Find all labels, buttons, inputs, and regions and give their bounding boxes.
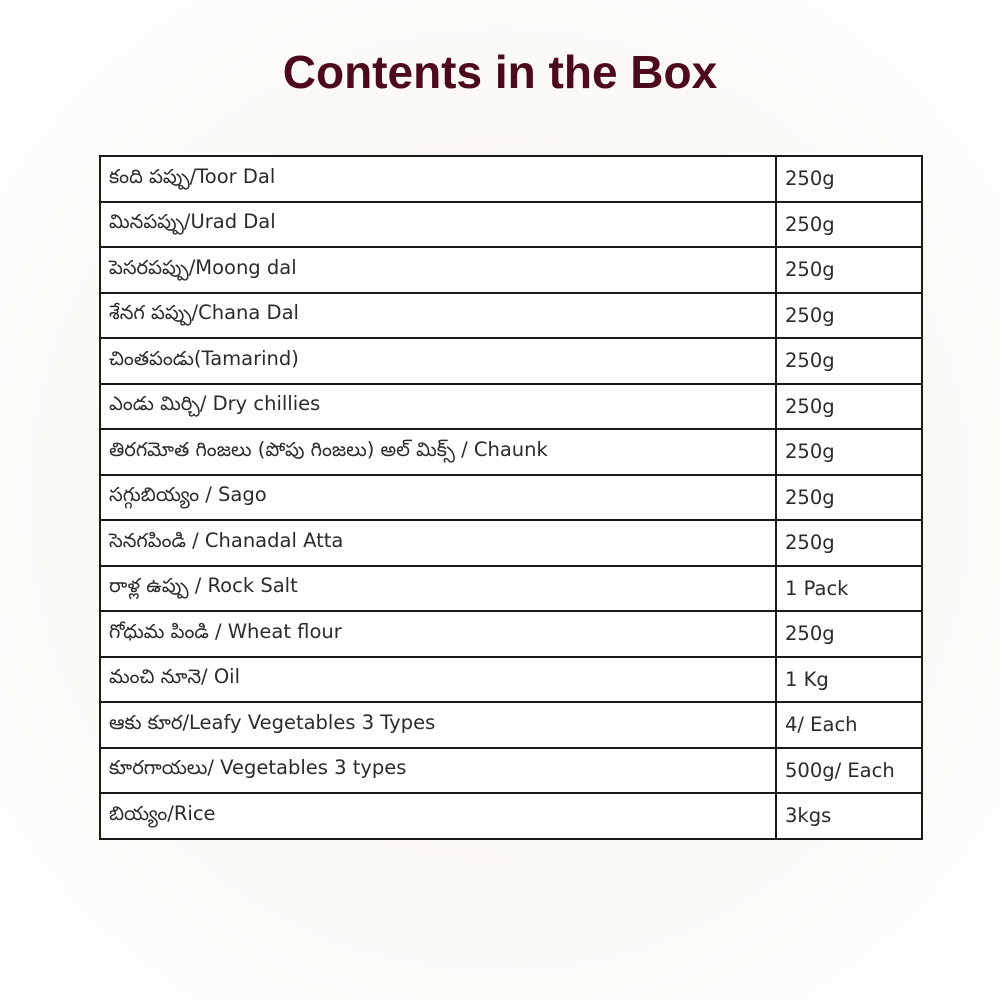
quantity-cell: 250g	[776, 156, 922, 202]
item-name-cell: సెనగపిండి / Chanadal Atta	[100, 520, 776, 566]
table-row	[100, 520, 922, 566]
table-row	[100, 702, 922, 748]
quantity-cell: 250g	[776, 475, 922, 521]
table-row	[100, 293, 922, 339]
table-row	[100, 384, 922, 430]
table-row	[100, 657, 922, 703]
item-name-cell: మంచి నూనె/ Oil	[100, 657, 776, 703]
quantity-cell: 250g	[776, 202, 922, 248]
table-row	[100, 156, 922, 202]
quantity-cell: 250g	[776, 611, 922, 657]
table-row	[100, 611, 922, 657]
contents-table	[99, 155, 923, 840]
quantity-cell: 250g	[776, 338, 922, 384]
quantity-cell: 250g	[776, 247, 922, 293]
table-row	[100, 475, 922, 521]
quantity-cell: 250g	[776, 429, 922, 475]
item-name-cell: సగ్గుబియ్యం / Sago	[100, 475, 776, 521]
quantity-cell: 250g	[776, 384, 922, 430]
quantity-cell: 500g/ Each	[776, 748, 922, 794]
table-row	[100, 247, 922, 293]
table-row	[100, 429, 922, 475]
quantity-cell: 4/ Each	[776, 702, 922, 748]
item-name-cell: చింతపండు(Tamarind)	[100, 338, 776, 384]
table-row	[100, 748, 922, 794]
page-title: Contents in the Box	[282, 46, 718, 98]
quantity-cell: 250g	[776, 293, 922, 339]
item-name-cell: రాళ్ల ఉప్పు / Rock Salt	[100, 566, 776, 612]
quantity-cell: 3kgs	[776, 793, 922, 839]
table-row	[100, 202, 922, 248]
item-name-cell: కంది పప్పు/Toor Dal	[100, 156, 776, 202]
item-name-cell: పెసరపప్పు/Moong dal	[100, 247, 776, 293]
item-name-cell: ఆకు కూర/Leafy Vegetables 3 Types	[100, 702, 776, 748]
quantity-cell: 1 Kg	[776, 657, 922, 703]
item-name-cell: బియ్యం/Rice	[100, 793, 776, 839]
item-name-cell: తిరగమోత గింజలు (పోపు గింజలు) అల్ మిక్స్ / Chaunk	[100, 429, 776, 475]
table-row	[100, 338, 922, 384]
item-name-cell: మినపప్పు/Urad Dal	[100, 202, 776, 248]
quantity-cell: 1 Pack	[776, 566, 922, 612]
table-row	[100, 566, 922, 612]
quantity-cell: 250g	[776, 520, 922, 566]
item-name-cell: కూరగాయలు/ Vegetables 3 types	[100, 748, 776, 794]
item-name-cell: ఎండు మిర్చి/ Dry chillies	[100, 384, 776, 430]
table-row	[100, 793, 922, 839]
item-name-cell: గోధుమ పిండి / Wheat flour	[100, 611, 776, 657]
item-name-cell: శేనగ పప్పు/Chana Dal	[100, 293, 776, 339]
